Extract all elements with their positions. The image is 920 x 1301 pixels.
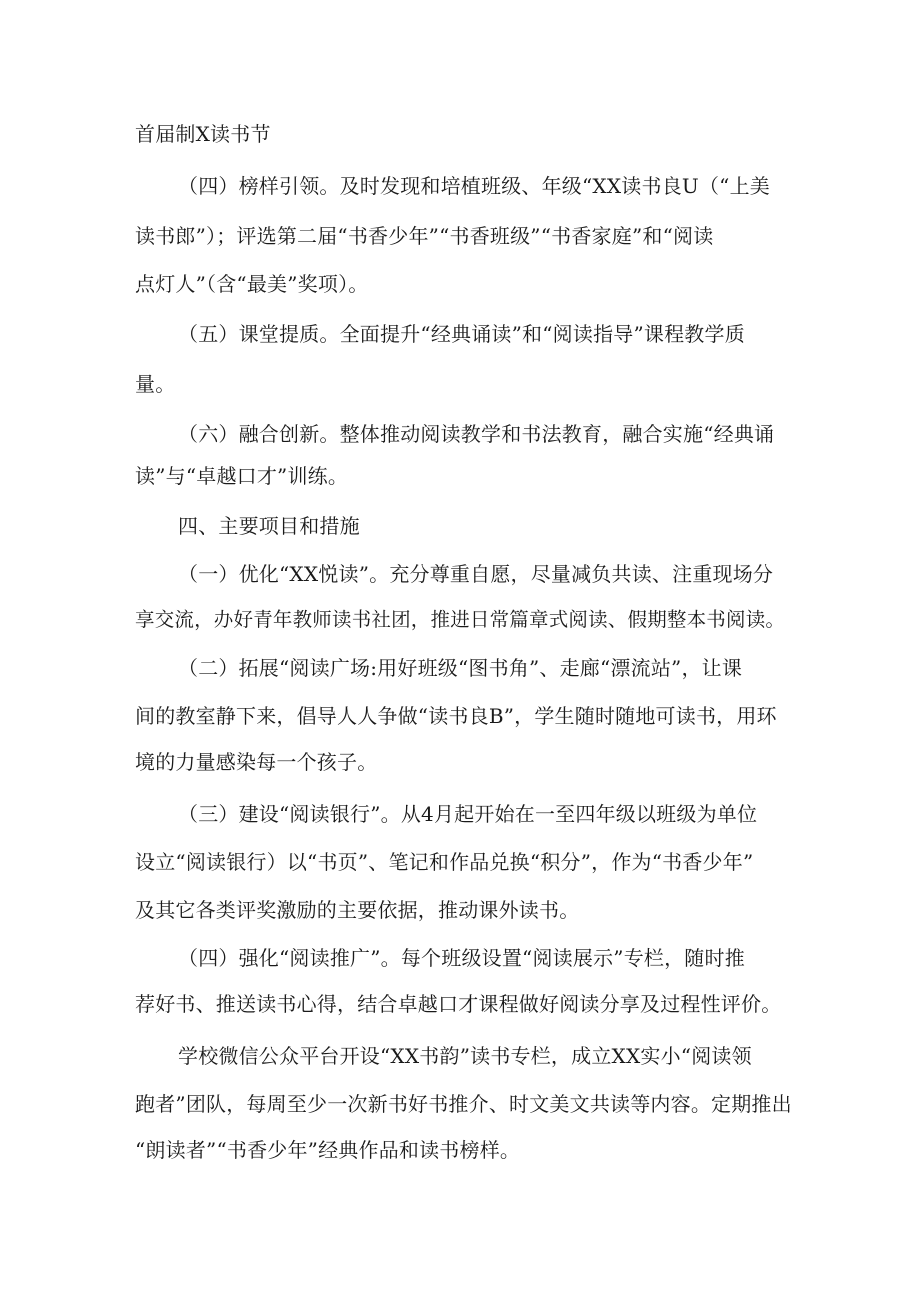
text-line: （三）建设“阅读银行”。从4月起开始在一至四年级以班级为单位 <box>178 802 758 826</box>
text-line: 及其它各类评奖激励的主要依据，推动课外读书。 <box>135 898 580 922</box>
text-line: （四）榜样引领。及时发现和培植班级、年级“XX读书良U（“上美 <box>178 174 770 198</box>
text-line: （二）拓展“阅读广场:用好班级“图书角”、走廊“漂流站”，让课 <box>178 656 743 680</box>
text-line: （四）强化“阅读推广”。每个班级设置“阅读展示”专栏，随时推 <box>178 946 745 970</box>
text-line: 跑者”团队，每周至少一次新书好书推介、时文美文共读等内容。定期推出 <box>135 1092 792 1116</box>
text-line: 境的力量感染每一个孩子。 <box>135 750 378 774</box>
text-line: 量。 <box>135 372 176 396</box>
text-line: 点灯人”（含“最美”奖项）。 <box>135 272 369 296</box>
text-line: 首届制X读书节 <box>135 122 271 146</box>
text-line: （六）融合创新。整体推动阅读教学和书法教育，融合实施“经典诵 <box>178 422 775 446</box>
text-line: （五）课堂提质。全面提升“经典诵读”和“阅读指导”课程教学质 <box>178 322 745 346</box>
text-line: “朗读者”“书香少年”经典作品和读书榜样。 <box>135 1138 521 1162</box>
text-line: 读”与“卓越口才”训练。 <box>135 464 349 488</box>
text-line: （一）优化“XX悦读”。充分尊重自愿，尽量减负共读、注重现场分 <box>178 562 774 586</box>
text-line: 荐好书、推送读书心得，结合卓越口才课程做好阅读分享及过程性评价。 <box>135 992 782 1016</box>
section-heading: 四、主要项目和措施 <box>178 514 360 538</box>
text-line: 间的教室静下来，倡导人人争做“读书良B”，学生随时随地可读书，用环 <box>135 704 777 728</box>
text-line: 享交流，办好青年教师读书社团，推进日常篇章式阅读、假期整本书阅读。 <box>135 608 786 631</box>
text-line: 设立“阅读银行）以“书页”、笔记和作品兑换“积分”，作为“书香少年” <box>135 850 754 874</box>
text-line: 读书郎”）；评选第二届“书香少年”“书香班级”“书香家庭”和“阅读 <box>135 224 714 248</box>
text-line: 学校微信公众平台开设“XX书韵”读书专栏，成立XX实小“阅读领 <box>178 1044 752 1068</box>
